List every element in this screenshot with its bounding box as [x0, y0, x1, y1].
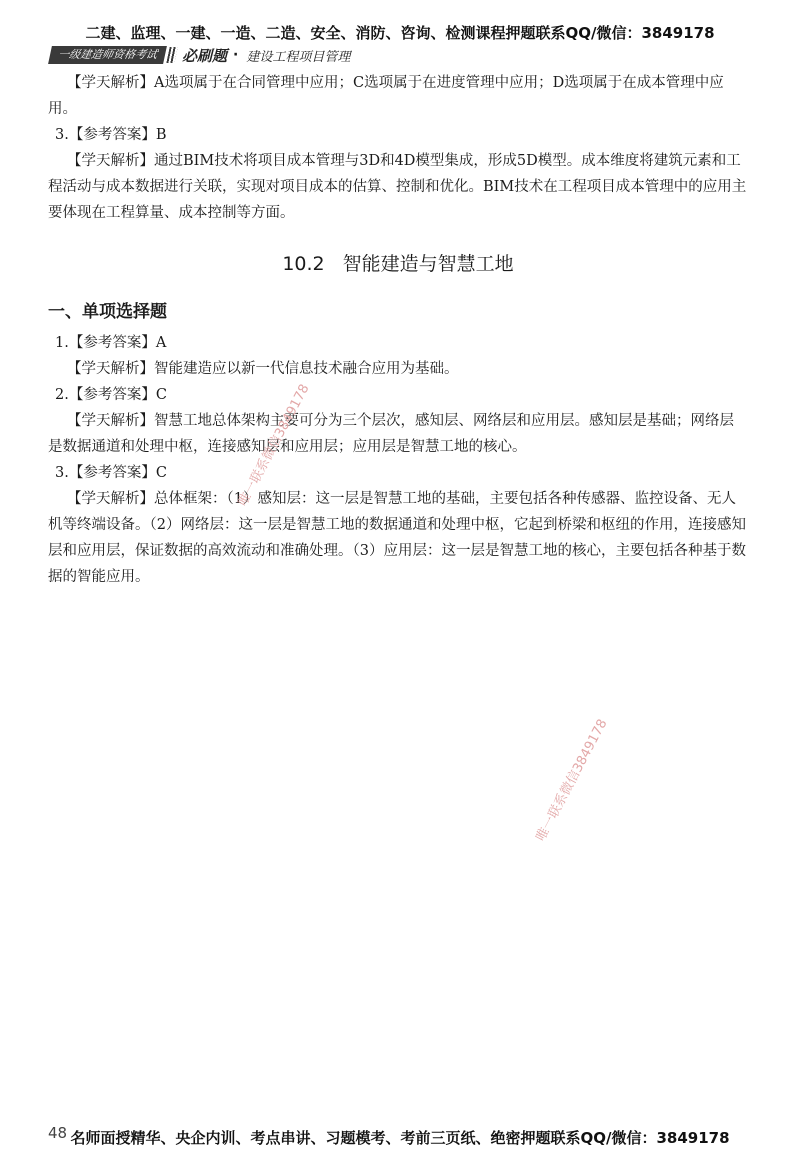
analysis-paragraph: 【学天解析】智慧工地总体架构主要可分为三个层次，感知层、网络层和应用层。感知层是基础；网络层是数据通道和处理中枢，连接感知层和应用层；应用层是智慧工地的核心。 — [48, 413, 734, 455]
answer-line: 3.【参考答案】C — [55, 465, 167, 481]
watermark: 唯一联系微信3849178 — [235, 381, 313, 509]
watermark: 唯一联系微信3849178 — [533, 716, 611, 844]
promo-banner-bottom: 名师面授精华、央企内训、考点串讲、习题模考、考前三页纸、绝密押题联系QQ/微信：3849178 — [70, 1129, 730, 1147]
answer-line: 1.【参考答案】A — [55, 335, 167, 351]
analysis-paragraph: 【学天解析】通过BIM技术将项目成本管理与3D和4D模型集成，形成5D模型。成本维度将建筑元素和工程活动与成本数据进行关联，实现对项目成本的估算、控制和优化。BIM技术在工程项目成本管理中的应用主要体现在工程算量、成本控制等方面。 — [48, 153, 747, 221]
running-head — [50, 45, 350, 65]
subsection-heading: 一、单项选择题 — [48, 302, 167, 322]
answer-line: 3.【参考答案】B — [55, 127, 167, 143]
book-subject: 建设工程项目管理 — [246, 49, 351, 65]
series-badge: 一级建造师资格考试 — [48, 46, 167, 64]
analysis-paragraph: 【学天解析】总体框架：（1）感知层：这一层是智慧工地的基础，主要包括各种传感器、监控设备、无人机等终端设备。（2）网络层：这一层是智慧工地的数据通道和处理中枢，它起到桥梁和枢纽的作用，连接感知层和应用层，保证数据的高效流动和准确处理。（3）应用层：这一层是智慧工地的核心，主要包括各种基于数据的智能应用。 — [48, 491, 746, 585]
section-number: 10.2 — [282, 253, 325, 275]
section-heading — [48, 250, 748, 278]
analysis-paragraph: 【学天解析】A选项属于在合同管理中应用；C选项属于在进度管理中应用；D选项属于在成本管理中应用。 — [48, 75, 724, 117]
analysis-paragraph: 【学天解析】智能建造应以新一代信息技术融合应用为基础。 — [67, 361, 459, 377]
section-title: 智能建造与智慧工地 — [342, 253, 514, 275]
title-separator: · — [233, 47, 239, 63]
promo-banner-top: 二建、监理、一建、一造、二造、安全、消防、咨询、检测课程押题联系QQ/微信：3849178 — [85, 24, 715, 42]
answer-line: 2.【参考答案】C — [55, 387, 167, 403]
page-number: 48 — [48, 1124, 68, 1142]
page-content — [48, 70, 748, 590]
book-title: 必刷题 — [182, 46, 228, 65]
badge-divider-icon — [166, 47, 177, 63]
